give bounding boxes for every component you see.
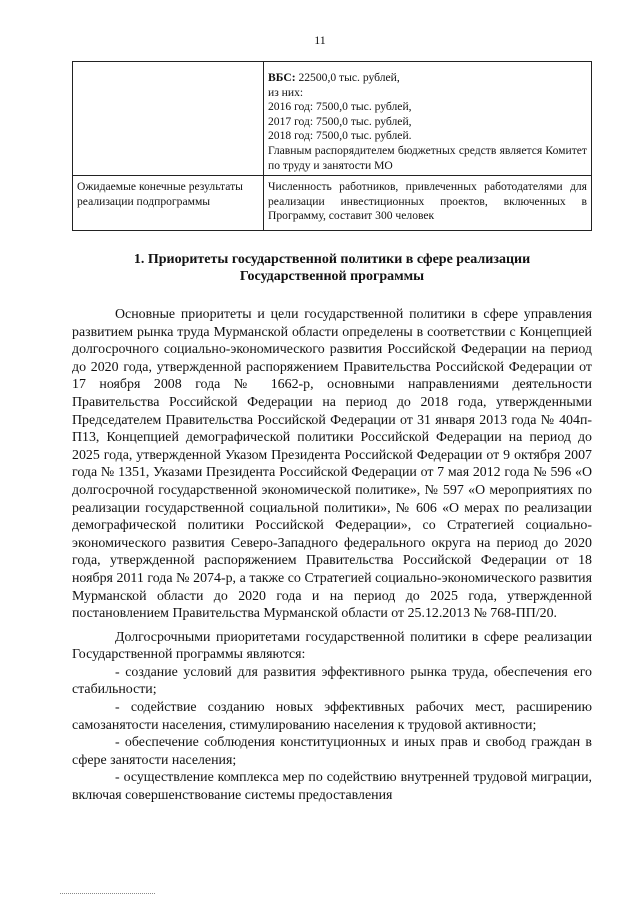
vbs-label: ВБС: (268, 71, 296, 84)
funding-line: 2016 год: 7500,0 тыс. рублей, (268, 100, 412, 114)
list-item: - обеспечение соблюдения конституционных и иных прав и свобод граждан в сфере занятости населения; (72, 735, 592, 768)
expected-results-text: Численность работников, привлеченных работодателями для реализации инвестиционных проектов, включенных в Программу, составит 300 человек (264, 176, 592, 231)
table-cell-empty (73, 62, 264, 176)
funding-line: 2018 год: 7500,0 тыс. рублей. (268, 129, 412, 143)
program-info-table (72, 61, 592, 231)
footer-divider (60, 893, 155, 894)
document-body (72, 306, 592, 805)
table-row (73, 176, 592, 231)
expected-results-label: Ожидаемые конечные результаты реализации подпрограммы (73, 176, 264, 231)
page-number: 11 (314, 33, 326, 47)
vbs-value: 22500,0 тыс. рублей, (295, 71, 400, 84)
funding-line: 2017 год: 7500,0 тыс. рублей, (268, 114, 412, 128)
list-item: - содействие созданию новых эффективных рабочих мест, расширению самозанятости населения, стимулированию населения к трудовой активности; (72, 700, 592, 733)
vbs-line (268, 71, 587, 86)
paragraph: Основные приоритеты и цели государственной политики в сфере управления развитием рынка труда Мурманской области определены в соответствии с Концепцией долгосрочного социально-экономического развития Российской Федерации на период до 2020 года, утвержденной распоряжением Правительства Российской Федерации от 17 ноября 2008 года № 1662-р, основными направлениями деятельности Правительства Российской Федерации на период до 2018 года, утвержденными Председателем Правительства Российской Федерации от 31 января 2013 года № 404п-П13, Концепцией демографической политики Российской Федерации на период до 2025 года, утвержденной Указом Президента Российской Федерации от 9 октября 2007 года № 1351, Указами Президента Российской Федерации от 7 мая 2012 года № 596 «О долгосрочной государственной экономической политике», № 597 «О мероприятиях по реализации государственной социальной политики», № 606 «О мерах по реализации демографической политики Российской Федерации», со Стратегией социально-экономического развития Северо-Западного федерального округа на период до 2020 года, утвержденной распоряжением Правительства Российской Федерации от 18 ноября 2011 года № 2074-р, а также со Стратегией социально-экономического развития Мурманской области до 2020 года и на период до 2025 года, утвержденной постановлением Правительства Мурманской области от 25.12.2013 № 768-ПП/20. (72, 307, 592, 622)
list-item: - осуществление комплекса мер по содействию внутренней трудовой миграции, включая совершенствование системы предоставления (72, 770, 592, 804)
funding-line: из них: (268, 85, 304, 99)
section-title (72, 251, 592, 285)
section-title-line1: 1. Приоритеты государственной политики в сфере реализации (133, 252, 531, 267)
table-cell-funding (264, 62, 592, 176)
budget-manager: Главным распорядителем бюджетных средств является Комитет по труду и занятости МО (268, 143, 587, 172)
section-title-line2: Государственной программы (239, 269, 425, 284)
paragraph: Долгосрочными приоритетами государственной политики в сфере реализации Государственной программы являются: (72, 629, 592, 663)
table-row (73, 62, 592, 176)
list-item: - создание условий для развития эффективного рынка труда, обеспечения его стабильности; (72, 664, 592, 698)
